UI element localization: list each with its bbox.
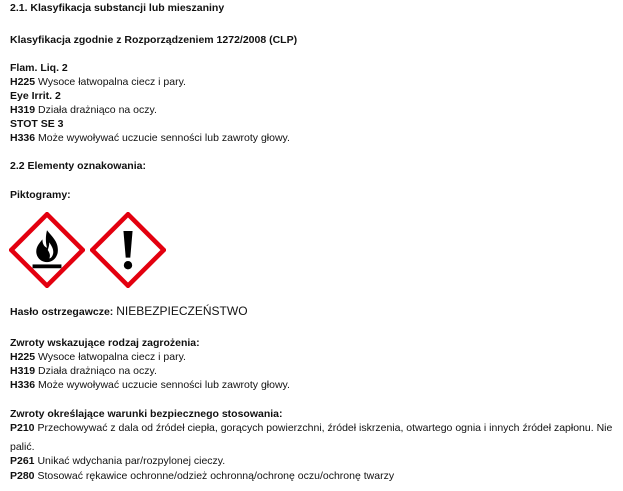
precaution-text: Unikać wdychania par/rozpylonej cieczy. — [34, 455, 226, 467]
h225-text: Wysoce łatwopalna ciecz i pary. — [35, 76, 186, 88]
precautionary-statement — [10, 455, 225, 468]
pictograms-label: Piktogramy: — [10, 189, 71, 201]
h336-statement — [10, 132, 290, 145]
h336-text: Może wywoływać uczucie senności lub zawroty głowy. — [35, 132, 290, 144]
precaution-code: P280 — [10, 470, 35, 482]
signal-word: NIEBEZPIECZEŃSTWO — [116, 304, 248, 318]
flame-icon — [9, 212, 85, 288]
exclamation-mark-icon — [90, 212, 166, 288]
precaution-text: Przechowywać z dala od źródeł ciepła, gorących powierzchni, źródeł iskrzenia, otwartego ognia i innych źródeł zapłonu. Nie palić. — [10, 422, 613, 453]
flam-liq-class: Flam. Liq. 2 — [10, 62, 68, 74]
hazard-code: H336 — [10, 379, 36, 391]
hazard-text: Działa drażniąco na oczy. — [35, 365, 157, 377]
hazard-code: H225 — [10, 351, 36, 363]
hazard-code: H319 — [10, 365, 36, 377]
h319-statement — [10, 104, 157, 117]
signal-word-line — [10, 305, 248, 319]
precaution-code: P210 — [10, 422, 35, 434]
hazard-text: Wysoce łatwopalna ciecz i pary. — [35, 351, 186, 363]
signal-word-label: Hasło ostrzegawcze: — [10, 306, 117, 318]
eye-irrit-class: Eye Irrit. 2 — [10, 90, 61, 102]
stot-se-class: STOT SE 3 — [10, 118, 64, 130]
clp-subheading: Klasyfikacja zgodnie z Rozporządzeniem 1272/2008 (CLP) — [10, 34, 298, 46]
precaution-code: P261 — [10, 455, 35, 467]
precautionary-statements-heading: Zwroty określające warunki bezpiecznego stosowania: — [10, 408, 283, 420]
h319-text: Działa drażniąco na oczy. — [35, 104, 157, 116]
h319-code: H319 — [10, 104, 36, 116]
h225-statement — [10, 76, 186, 89]
precautionary-statement — [10, 470, 394, 483]
precaution-text: Stosować rękawice ochronne/odzież ochronną/ochronę oczu/ochronę twarzy — [34, 470, 395, 482]
precautionary-statement — [10, 419, 615, 457]
hazard-statements-heading: Zwroty wskazujące rodzaj zagrożenia: — [10, 337, 200, 349]
h225-code: H225 — [10, 76, 36, 88]
hazard-statement — [10, 379, 290, 392]
hazard-statement — [10, 365, 157, 378]
section-2-1-heading: 2.1. Klasyfikacja substancji lub mieszaniny — [10, 2, 225, 14]
h336-code: H336 — [10, 132, 36, 144]
hazard-statement — [10, 351, 186, 364]
section-2-2-heading: 2.2 Elementy oznakowania: — [10, 160, 146, 172]
hazard-text: Może wywoływać uczucie senności lub zawroty głowy. — [35, 379, 290, 391]
